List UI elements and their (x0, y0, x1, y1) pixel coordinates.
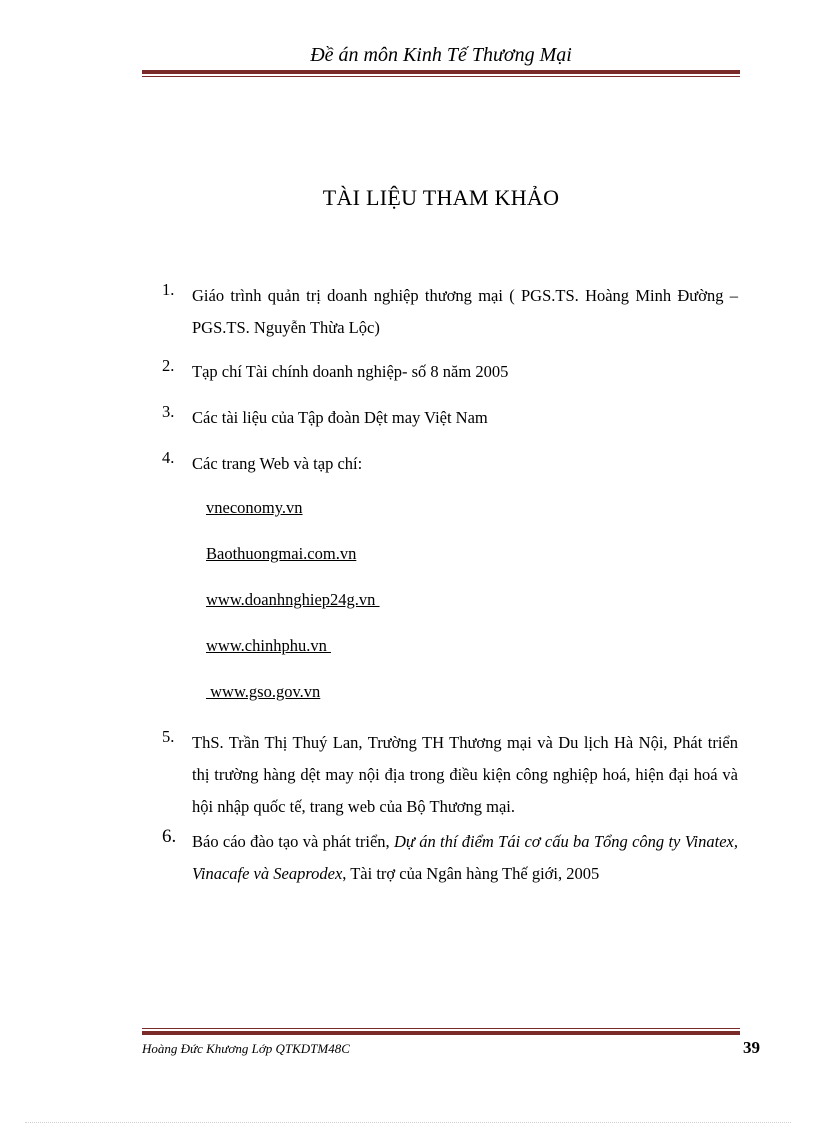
reference-text: Các trang Web và tạp chí: (192, 454, 363, 473)
reference-text: Các tài liệu của Tập đoàn Dệt may Việt Nam (192, 408, 488, 427)
header-rule (142, 70, 740, 77)
reference-item (162, 826, 738, 890)
reference-number: 5. (162, 727, 175, 746)
reference-item (162, 448, 738, 480)
reference-text: Tạp chí Tài chính doanh nghiệp- số 8 năm 2005 (192, 362, 509, 381)
reference-item (162, 727, 738, 823)
reference-text (192, 826, 738, 890)
reference-text-plain: Báo cáo đào tạo và phát triển, (192, 832, 394, 851)
website-link[interactable]: www.gso.gov.vn (206, 682, 321, 701)
header-title: Đề án môn Kinh Tế Thương Mại (310, 44, 572, 66)
reference-number: 1. (162, 280, 175, 299)
reference-item (162, 280, 738, 344)
reference-text-plain: , Tài trợ của Ngân hàng Thế giới, 2005 (342, 864, 600, 883)
website-link[interactable]: Baothuongmai.com.vn (206, 544, 357, 563)
reference-number: 3. (162, 402, 175, 421)
reference-item (162, 356, 738, 388)
reference-item (162, 402, 738, 434)
reference-text: ThS. Trần Thị Thuý Lan, Trường TH Thương mại và Du lịch Hà Nội, Phát triển thị trường hàng dệt may nội địa trong điều kiện công nghiệp hoá, hiện đại hoá và hội nhập quốc tế, trang web của Bộ Thương mại. (192, 733, 738, 816)
website-link[interactable]: www.doanhnghiep24g.vn (206, 590, 380, 609)
reference-text: Giáo trình quản trị doanh nghiệp thương mại ( PGS.TS. Hoàng Minh Đường – PGS.TS. Nguyễn Thừa Lộc) (192, 286, 738, 337)
reference-number: 4. (162, 448, 175, 467)
reference-number: 2. (162, 356, 175, 375)
reference-number: 6. (162, 826, 177, 847)
reference-text-italic: Dự án thí điểm Tái cơ cấu ba Tổng công ty Vinatex, Vinacafe và Seaprodex (192, 832, 738, 883)
page-title: TÀI LIỆU THAM KHẢO (322, 185, 560, 210)
page-number: 39 (743, 1038, 760, 1057)
footer-rule (142, 1028, 740, 1035)
website-link[interactable]: www.chinhphu.vn (206, 636, 331, 655)
website-link[interactable]: vneconomy.vn (206, 498, 303, 517)
footer-author: Hoàng Đức Khương Lớp QTKDTM48C (142, 1041, 350, 1056)
